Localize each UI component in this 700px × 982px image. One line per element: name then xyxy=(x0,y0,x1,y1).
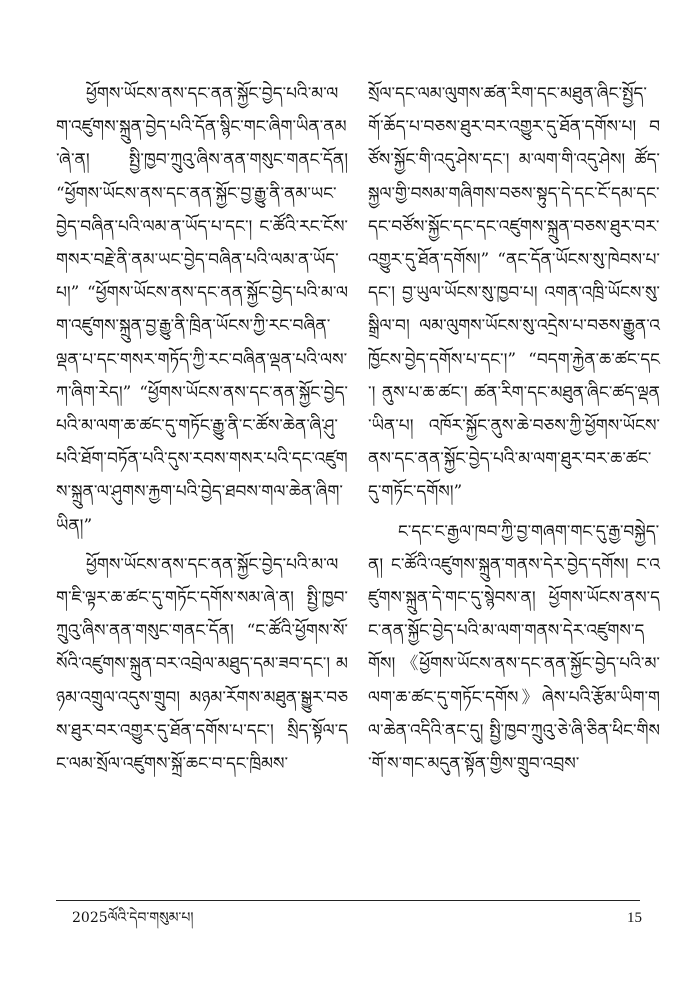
left-text-column xyxy=(56,78,354,787)
footer-divider xyxy=(56,900,640,901)
paragraph: ང་དང་ང་རྒྱལ་ཁབ་ཀྱི་བྱ་གཞག་གང་དུ་རྒྱ་བསྐྱེད་ན། ང་ཚོའི་འཛུགས་སྐྲུན་གནས་དེར་བྱེད་དགོས། ང་འཛུགས་སྐྲུན་དེ་གང་དུ་སྙེབས་ན། ཕྱོགས་ཡོངས་ནས་དང་ནན་སྐྱོང་བྱེད་པའི་མ་ལག་གནས་དེར་འཛུགས་དགོས། 《ཕྱོགས་ཡོངས་ནས་དང་ནན་སྐྱོང་བྱེད་པའི་མ་ལག་ཆ་ཚང་དུ་གཏོང་དགོས》ཞེས་པའི་རྩོམ་ཡིག་གལ་ཆེན་འདིའི་ནང་དུ། སྤྱི་ཁྱབ་ཀྲུའུ་ཅེ་ཞི་ཅིན་ཕིང་གིས་གོ་ས་གང་མདུན་སྟོན་གྱིས་གྲུབ་འབྲས་ xyxy=(368,521,660,775)
paragraph: ཕྱོགས་ཡོངས་ནས་དང་ནན་སྐྱོང་བྱེད་པའི་མ་ལག་འཛུགས་སྐྲུན་བྱེད་པའི་དོན་སྙིང་གང་ཞིག་ཡིན་ནམ་ཞེ་ན། སྤྱི་ཁྱབ་ཀྲུའུ་ཞིས་ནན་གསུང་གནང་དོན། “ཕྱོགས་ཡོངས་ནས་དང་ནན་སྐྱོང་བྱ་རྒྱུ་ནི་ནམ་ཡང་བྱེད་བཞིན་པའི་ལམ་ན་ཡོད་པ་དང་། ང་ཚོའི་རང་ངོས་གསར་བརྗེ་ནི་ནམ་ཡང་བྱེད་བཞིན་པའི་ལམ་ན་ཡོད་པ།” “ཕྱོགས་ཡོངས་ནས་དང་ནན་སྐྱོང་བྱེད་པའི་མ་ལག་འཛུགས་སྐྲུན་བྱ་རྒྱུ་ནི་ཁྲིན་ཡོངས་ཀྱི་རང་བཞིན་ལྡན་པ་དང་གསར་གཏོད་ཀྱི་རང་བཞིན་ལྡན་པའི་ལས་ཀ་ཞིག་རེད།” “ཕྱོགས་ཡོངས་ནས་དང་ནན་སྐྱོང་བྱེད་པའི་མ་ལག་ཆ་ཚང་དུ་གཏོང་རྒྱུ་ནི་ང་ཚོས་ཆེན་ཞི་ཤུ་པའི་ཐོག་བཏོན་པའི་དུས་རབས་གསར་པའི་དང་འཛུགས་སྐྲུན་ལ་ཤུགས་རྐྱག་པའི་བྱེད་ཐབས་གལ་ཆེན་ཞིག་ཡིན།” xyxy=(56,84,354,536)
paragraph: སྲོལ་དང་ལམ་ལུགས་ཚན་རིག་དང་མཐུན་ཞིང་སྤྱོད་གོ་ཆོད་པ་བཅས་ཐུར་བར་འགྱུར་དུ་ཐོན་དགོས་པ། བཙོས་སྐྱོང་གི་འདུ་ཤེས་དང་། མ་ལག་གི་འདུ་ཤེས། ཚོད་སྐྱལ་གྱི་བསམ་གཞིགས་བཅས་སྟུད་དེ་དང་ངོ་དམ་དང་དང་བཙོས་སྐྱོང་དང་དང་འཛུགས་སྐྲུན་བཅས་ཐུར་བར་འགྱུར་དུ་ཐོན་དགོས།” “ནང་དོན་ཡོངས་སུ་ཁེབས་པ་དང་། བྱ་ཡུལ་ཡོངས་སུ་ཁྱབ་པ། འགན་འཁྲི་ཡོངས་སུ་སྒྲིལ་བ། ལམ་ལུགས་ཡོངས་སུ་འདྲེས་པ་བཅས་རྒྱུན་འཁྱོངས་བྱེད་དགོས་པ་དང་།” “བདག་རྐྱེན་ཆ་ཚང་དང་། ནུས་པ་ཆ་ཚང་། ཚན་རིག་དང་མཐུན་ཞིང་ཚད་ལྡན་ཡིན་པ། འཁོར་སྐྱོང་ནུས་ཆེ་བཅས་ཀྱི་ཕྱོགས་ཡོངས་ནས་དང་ནན་སྐྱོང་བྱེད་པའི་མ་ལག་ཐུར་བར་ཆ་ཚང་དུ་གཏོང་དགོས།” xyxy=(368,84,660,503)
footer-issue-label: 2025ལོའི་དེབ་གསུམ་པ། xyxy=(72,910,194,926)
right-text-column xyxy=(368,78,660,787)
page-number: 15 xyxy=(627,910,642,926)
paragraph: ཕྱོགས་ཡོངས་ནས་དང་ནན་སྐྱོང་བྱེད་པའི་མ་ལག་ཇི་ལྟར་ཆ་ཚང་དུ་གཏོང་དགོས་སམ་ཞེ་ན། སྤྱི་ཁྱབ་ཀྲུའུ་ཞིས་ནན་གསུང་གནང་དོན། “ང་ཚོའི་ཕྱོགས་སོ་སོའི་འཛུགས་སྐྲུན་བར་འབྲེལ་མཐུད་དམ་ཟབ་དང་། མཉམ་འགྲུལ་འདུས་གྲུབ། མཉམ་རོགས་མཐུན་སྒྱུར་བཅས་ཐུར་བར་འགྱུར་དུ་ཐོན་དགོས་པ་དང་། སྲིད་སྟོལ་དང་ལམ་སྲོལ་འཛུགས་སྐྲོ་ཆང་བ་དང་ཁྲིམས་ xyxy=(56,554,348,775)
